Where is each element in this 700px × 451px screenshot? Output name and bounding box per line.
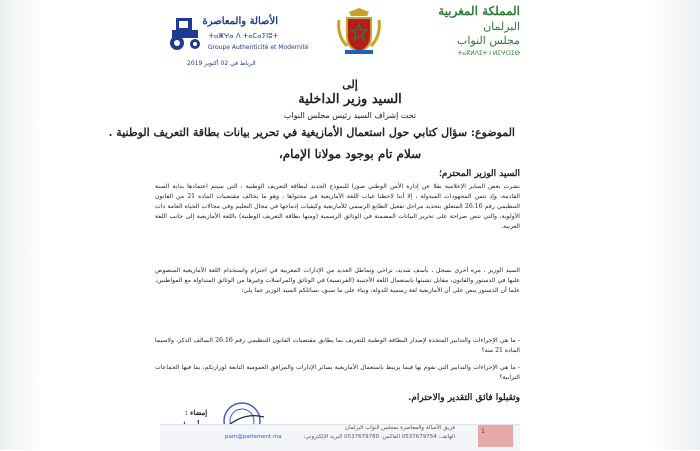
footer-contacts: الهاتف: 0537679754 الفاكس: 0537679780 البريد الإلكتروني:: [303, 434, 455, 440]
kingdom-title: المملكة المغربية: [438, 4, 520, 18]
house-title: مجلس النواب: [457, 34, 520, 47]
subject-label: الموضوع:: [470, 126, 515, 139]
salutation: سلام تام بوجود مولانا الإمام،: [278, 147, 422, 161]
parliament-title: البرلمان: [483, 20, 520, 33]
party-logo: [168, 10, 309, 64]
supervision-line: تحت إشراف السيد رئيس مجلس النواب: [283, 111, 417, 120]
party-name-tifinagh: ⵜⴰⵥⵖⴰ ⴷ ⵜⴰⵎⴰⵢⵏⵓⵜ: [208, 32, 278, 40]
paragraph-1: نشرت بعض المنابر الإعلامية نقلا عن إدارة الأمن الوطني صورا للنموذج الجديد لبطاقة التعريف الوطنية ، التي سيتم اعتمادها بداية السنة القادمة، وإذ تثمن المجهودات المبذولة ، إلا أننا لاحظنا غياب اللغة الأمازيغية في محتواها ، وهو ما يخالف مقتضيات المادة 21 من القانون التنظيمي رقم 26.16 المتعلق بتحديد مراحل تفعيل الطابع الرسمي للأمازيغية وكيفيات إدماجها في مجال التعليم وفي مجالات الحياة العامة ذات الأولوية، والتي تنص صراحة على تحرير البيانات المضمنة في الوثائق الرسمية (ومنها بطاقة التعريف الوطنية) باللغة الأمازيغية إلى جانب اللغة العربية.: [155, 183, 520, 230]
closing-line: وتقبلوا فائق التقدير والاحترام.: [408, 393, 520, 403]
question-2: - ما هي الإجراءات والتدابير التي تقوم بها فيما يرتبط باستعمال الأمازيغية بسائر الإدارات والمرافق العمومية التابعة لوزارتكم، بما فيها الجماعات الترابية؟: [155, 364, 520, 381]
minister-address: السيد الوزير المحترم؛: [438, 169, 520, 179]
footer-email[interactable]: pam@parlement.ma: [225, 434, 282, 440]
letter-date: الرباط في 02 أكتوبر 2019: [187, 60, 256, 67]
tractor-icon: [168, 14, 204, 52]
party-name-french: Groupe Authenticité et Modernité: [208, 44, 309, 51]
paragraph-2: السيد الوزير ، مرة أخرى نسجل ، بأسف شديد، تراخي وتماطل العديد من الإدارات المغربية في احترام واستخدام اللغة الأمازيغية المنصوص عليها في الدستور والقانون، مقابل تشبثها باستعمال اللغة الأجنبية (الفرنسية) في الوثائق والمراسلات وغيرها من الوثائق المتداولة مع المواطنين، علما أن الدستور ينص على أن الأمازيغية لغة رسمية للدولة، وبناء على ما سبق، نسائلكم السيد الوزير عما يلي:: [155, 267, 520, 294]
party-name-arabic: الأصالة والمعاصرة: [202, 16, 278, 27]
page-right-shadow: [650, 0, 700, 450]
question-1: - ما هي الإجراءات والتدابير المتخذة لإصدار البطاقة الوطنية للتعريف بما يطابق مقتضيات القانون التنظيمي رقم 26.16 السالف الذكر، ولاسيما المادة 21 منه؟: [155, 337, 520, 354]
subject-line: [108, 126, 515, 139]
footer-address: فريق الأصالة والمعاصرة بمجلس النواب البرلمان: [344, 425, 455, 431]
parliament-tifinagh: ⵜⴰⴳⵍⴷⵉⵜ ⵏ ⵍⵎⵖⵔⵉⴱ: [457, 50, 520, 57]
moroccan-coat-of-arms-icon: [335, 6, 383, 56]
page-left-shadow: [0, 0, 42, 450]
to-label: إلى: [342, 78, 358, 91]
subject-text: سؤال كتابي حول استعمال الأمازيغية في تحرير بيانات بطاقة التعريف الوطنية .: [108, 126, 468, 139]
recipient: السيد وزير الداخلية: [298, 92, 402, 107]
page-number: 1: [481, 428, 485, 435]
signature-label: إمضاء :: [185, 408, 208, 417]
